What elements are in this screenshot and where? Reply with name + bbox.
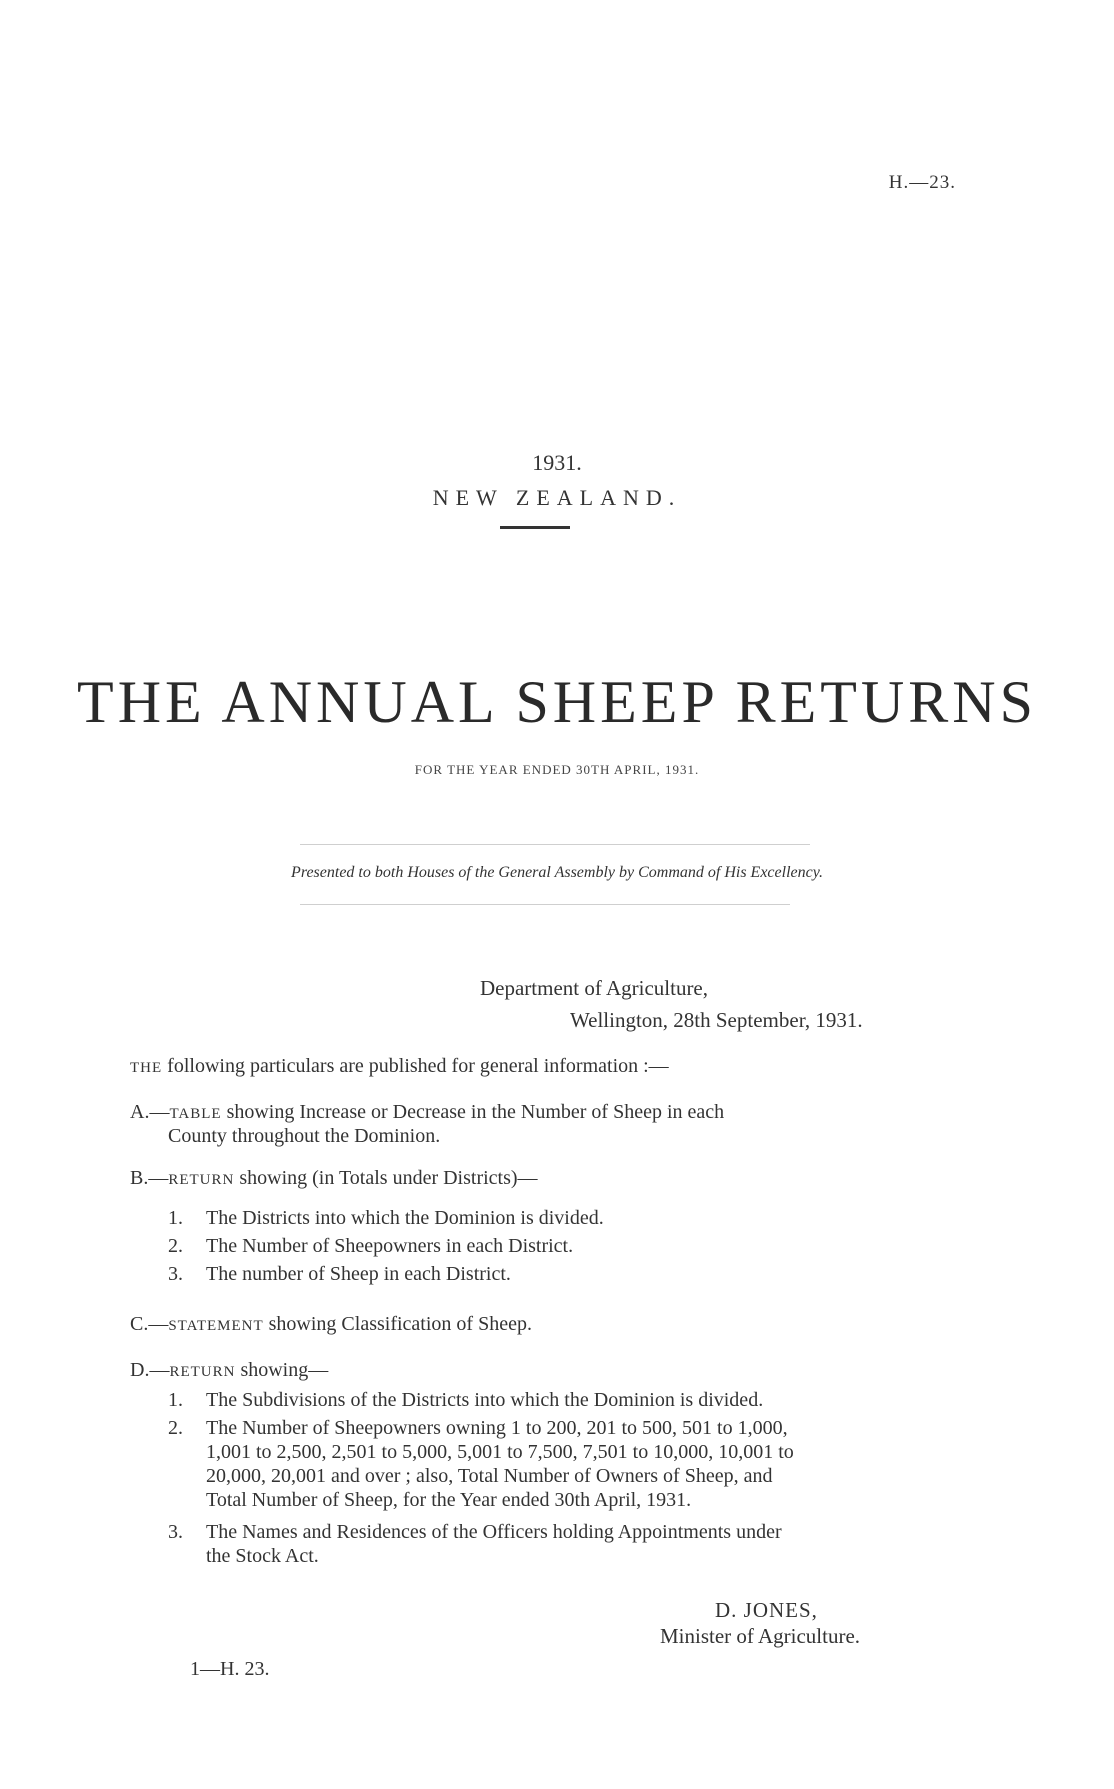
lower-faint-rule [300,904,790,905]
item-number: 1. [168,1207,183,1229]
item-number: 1. [168,1389,183,1411]
section-d-item-2-line-2: 1,001 to 2,500, 2,501 to 5,000, 5,001 to 7,500, 7,501 to 10,000, 10,001 to [206,1441,794,1463]
section-d-item-1 [168,1388,763,1412]
section-d-text: showing— [240,1359,329,1381]
intro-paragraph [130,1054,669,1080]
intro-lead: THE [130,1060,163,1076]
item-text: The Number of Sheepowners in each District. [206,1235,574,1257]
section-a-text: showing Increase or Decrease in the Number of Sheep in each [226,1101,725,1123]
item-text: The Names and Residences of the Officers holding Appointments under [206,1521,782,1543]
section-b-item-2 [168,1234,573,1258]
section-d [130,1358,328,1384]
item-number: 2. [168,1235,183,1257]
section-a-keyword: TABLE [169,1106,222,1122]
section-b-text: showing (in Totals under Districts)— [239,1167,538,1189]
item-text: The Districts into which the Dominion is divided. [206,1207,604,1229]
document-title: THE ANNUAL SHEEP RETURNS [77,669,1037,735]
section-d-item-2-line-4: Total Number of Sheep, for the Year ended 30th April, 1931. [206,1489,692,1511]
section-c [130,1312,532,1338]
signatory-name: D. JONES, [715,1598,818,1622]
section-c-letter: C.— [130,1313,169,1335]
document-subtitle: FOR THE YEAR ENDED 30TH APRIL, 1931. [414,762,700,777]
section-a [130,1100,724,1126]
section-d-item-3 [168,1520,782,1544]
section-d-item-2 [168,1416,788,1440]
item-text: The Subdivisions of the Districts into which the Dominion is divided. [206,1389,764,1411]
section-a-continuation: County throughout the Dominion. [168,1125,441,1147]
page-reference: H.—23. [888,172,956,193]
footer-reference: 1—H. 23. [190,1658,270,1680]
item-number: 2. [168,1417,183,1439]
year-heading: 1931. [532,450,582,475]
country-heading: NEW ZEALAND. [432,485,682,510]
section-d-keyword: RETURN [169,1364,236,1380]
section-b-letter: B.— [130,1167,169,1189]
section-b-item-1 [168,1206,604,1230]
section-c-text: showing Classification of Sheep. [268,1313,532,1335]
intro-text: following particulars are published for general information :— [167,1055,669,1077]
title-divider [500,526,570,529]
section-b [130,1166,538,1192]
section-d-letter: D.— [130,1359,170,1381]
presented-statement: Presented to both Houses of the General Assembly by Command of His Excellency. [291,864,823,881]
item-number: 3. [168,1263,183,1285]
item-text: The Number of Sheepowners owning 1 to 200, 201 to 500, 501 to 1,000, [206,1417,788,1439]
section-a-letter: A.— [130,1101,170,1123]
item-text: The number of Sheep in each District. [206,1263,511,1285]
upper-faint-rule [300,844,810,845]
department-line: Department of Agriculture, [480,976,709,1000]
section-b-keyword: RETURN [168,1172,235,1188]
dateline: Wellington, 28th September, 1931. [570,1008,863,1032]
section-b-item-3 [168,1262,511,1286]
item-number: 3. [168,1521,183,1543]
signatory-title: Minister of Agriculture. [660,1624,861,1648]
section-c-keyword: STATEMENT [168,1318,264,1334]
section-d-item-3-line-2: the Stock Act. [206,1545,319,1567]
section-d-item-2-line-3: 20,000, 20,001 and over ; also, Total Number of Owners of Sheep, and [206,1465,773,1487]
